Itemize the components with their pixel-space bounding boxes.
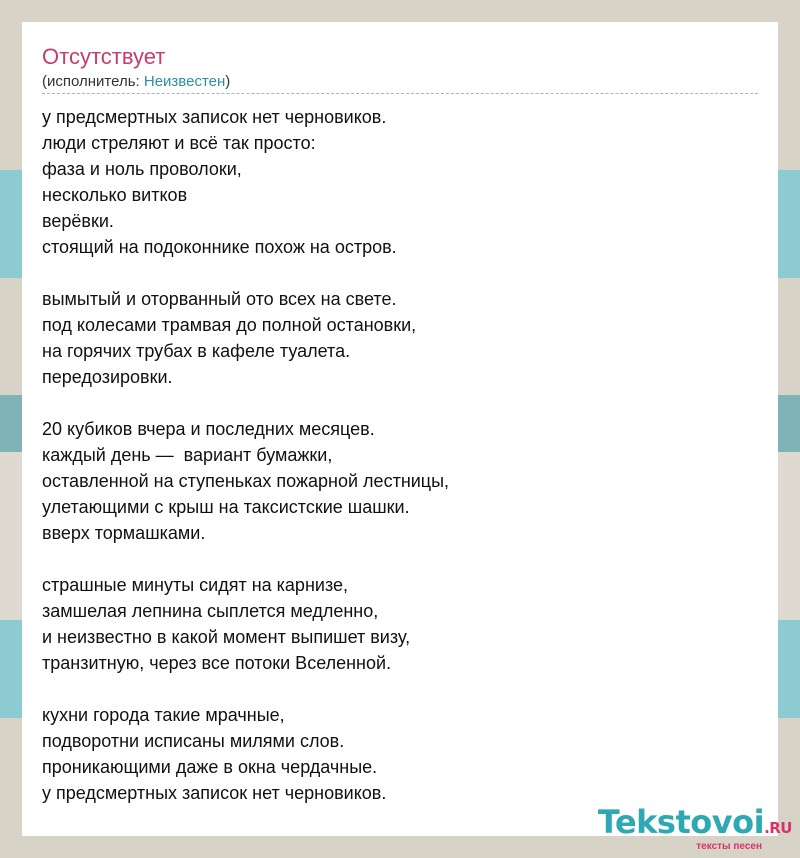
song-title: Отсутствует: [42, 44, 166, 69]
lyric-line: под колесами трамвая до полной остановки,: [42, 315, 417, 335]
logo-brand: [598, 805, 792, 845]
performer-link[interactable]: Неизвестен: [143, 73, 226, 90]
lyric-line: 20 кубиков вчера и последних месяцев.: [42, 419, 375, 439]
lyric-line: страшные минуты сидят на карнизе,: [42, 575, 348, 595]
lyric-line: кухни города такие мрачные,: [42, 705, 285, 725]
stanza-break: [42, 546, 449, 572]
performer-line: [42, 73, 230, 91]
lyrics-text: [42, 104, 449, 806]
lyric-line: несколько витков: [42, 185, 188, 205]
performer-prefix: (исполнитель:: [42, 73, 144, 90]
lyrics-card: [22, 22, 778, 836]
lyric-line: вымытый и оторванный ото всех на свете.: [42, 289, 397, 309]
lyric-line: замшелая лепнина сыплется медленно,: [42, 601, 379, 621]
performer-suffix: ): [225, 73, 231, 90]
lyric-line: на горячих трубах в кафеле туалета.: [42, 341, 351, 361]
lyric-line: передозировки.: [42, 367, 173, 387]
lyric-line: оставленной на ступеньках пожарной лестницы,: [42, 471, 450, 491]
stanza-break: [42, 390, 449, 416]
lyric-line: у предсмертных записок нет черновиков.: [42, 783, 387, 803]
title-divider: [42, 93, 758, 94]
stanza-break: [42, 260, 449, 286]
site-logo[interactable]: [598, 805, 792, 852]
lyric-line: стоящий на подоконнике похож на остров.: [42, 237, 397, 257]
logo-tld: .RU: [764, 819, 792, 837]
lyric-line: и неизвестно в какой момент выпишет визу,: [42, 627, 411, 647]
lyric-line: каждый день — вариант бумажки,: [42, 445, 333, 465]
lyric-line: вверх тормашками.: [42, 523, 206, 543]
lyric-line: люди стреляют и всё так просто:: [42, 133, 316, 153]
logo-tagline: тексты песен: [696, 841, 762, 852]
lyric-line: фаза и ноль проволоки,: [42, 159, 242, 179]
lyric-line: верёвки.: [42, 211, 114, 231]
logo-brand-text: Tekstovoi: [597, 803, 765, 841]
lyric-line: транзитную, через все потоки Вселенной.: [42, 653, 392, 673]
lyric-line: улетающими с крыш на таксистские шашки.: [42, 497, 410, 517]
stanza-break: [42, 676, 449, 702]
lyric-line: у предсмертных записок нет черновиков.: [42, 107, 387, 127]
lyric-line: проникающими даже в окна чердачные.: [42, 757, 378, 777]
lyric-line: подворотни исписаны милями слов.: [42, 731, 345, 751]
